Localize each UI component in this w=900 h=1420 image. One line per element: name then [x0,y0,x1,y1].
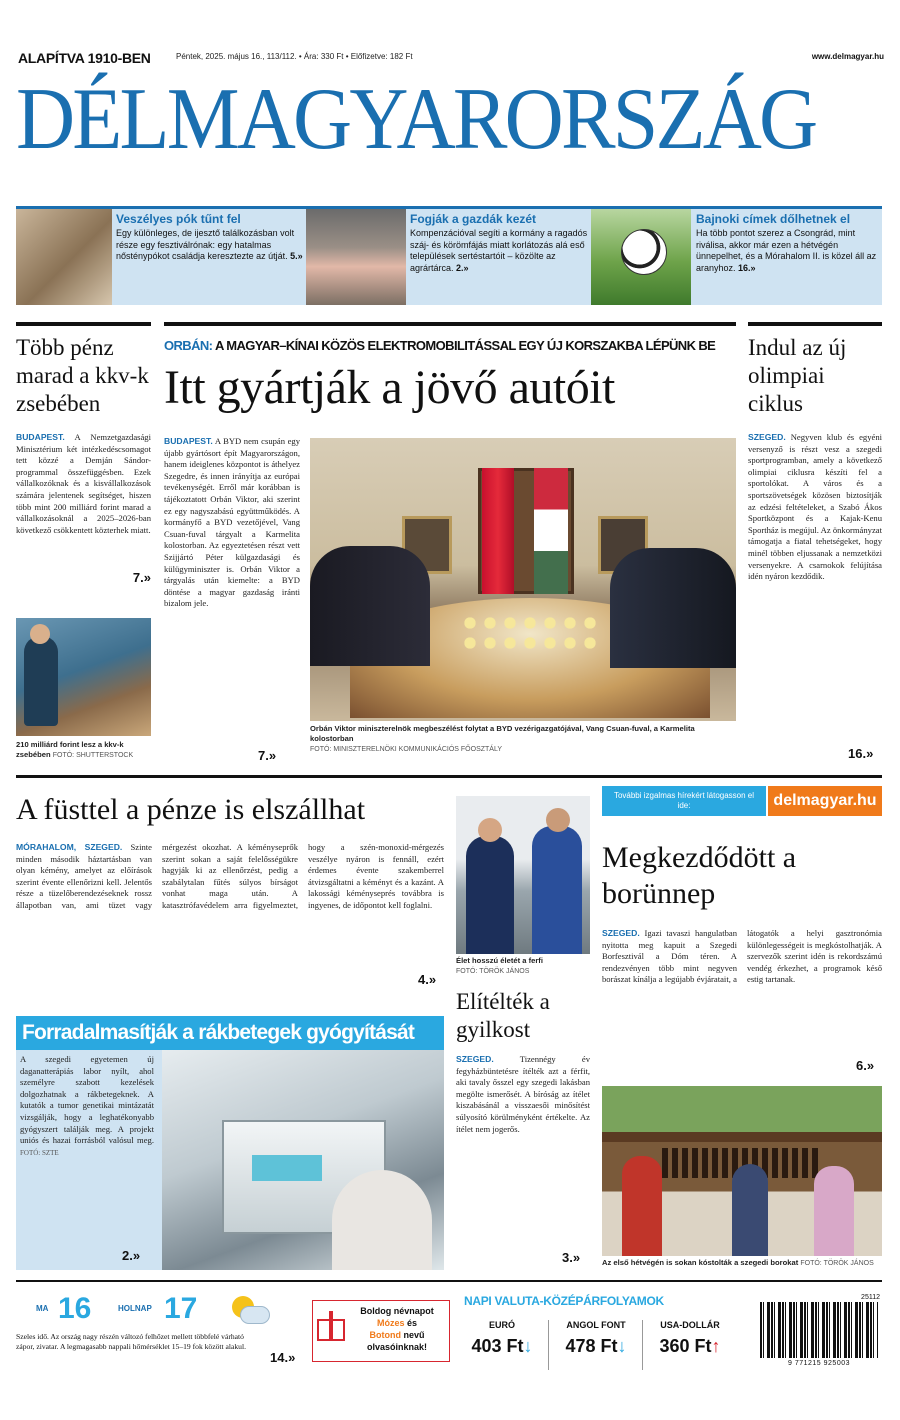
fx-usd [644,1320,736,1370]
wine-story-body [602,928,882,1070]
cancer-story-photo [162,1050,444,1270]
defendant-figure [532,826,582,954]
murder-story-page: 3.» [562,1250,581,1265]
left-story-text: A Nemzetgazdasági Minisztérium két intézkedéscsomagot tett közzé a Demján Sándor-programmal összefüggésben. Ezek vállalkozóknak és a kisvállalkozások számára jelentenek segítséget, hiszen több mint 200 milliárd forint marad a vállalkozásoknál a 2025–2026-ban következő csökkentett közterhek miatt. [16,432,151,535]
worker-head [30,624,50,644]
teaser-photo-football [591,209,691,305]
left-story-headline: Több pénz marad a kkv-k zsebében [16,335,149,416]
wine-story-caption [602,1258,882,1269]
fx-box [456,1292,736,1372]
officer-head [478,818,502,842]
teaser-3-text [696,228,878,274]
main-story-headline[interactable]: Itt gyártják a jövő autóit [164,361,615,414]
left-story-dateline: BUDAPEST. [16,432,65,442]
visitor-1 [622,1156,662,1256]
cancer-story-text: A szegedi egyetemen új daganatterápiás labor nyílt, ahol személyre szabott kezelések dolgozhatnak a rákbetegeknek. A kutatók a tumor genetikai mintázatát vizsgálják, hogy a leghatékonyabb gyógyszert találják meg. A projekt uniós és hazai forrásból valósul meg. [20,1054,154,1146]
fx-eur-value: 403 Ft [471,1336,524,1356]
wine-caption-credit: FOTÓ: TÖRÖK JÁNOS [800,1260,874,1267]
teaser-2-body: Kompenzációval segíti a kormány a ragadós száj- és körömfájás miatt korlátozás alá eső települések sertéstartóit – közölte az agrártárca. [410,228,588,273]
fx-gbp [550,1320,643,1370]
barcode-issue: 25112 [861,1294,880,1301]
right-story-dateline: SZEGED. [748,432,786,442]
wine-story-photo [602,1086,882,1256]
promo-banner[interactable] [602,786,882,816]
fx-eur [456,1320,549,1370]
fx-eur-arrow-icon: ↓ [523,1336,533,1356]
main-story-body [164,436,300,734]
main-story-page: 7.» [258,748,277,763]
left-story-caption-text: 210 milliárd forint lesz a kkv-k zsebében [16,740,124,759]
main-story-caption [310,724,736,755]
delegation-right [610,548,736,668]
cloud-shape [240,1306,270,1324]
main-kicker-label: ORBÁN: [164,338,213,353]
worker-figure [24,636,58,726]
teaser-bar [16,206,882,305]
wine-stall-roof [602,1132,882,1142]
main-story-dateline: BUDAPEST. [164,436,213,446]
fx-gbp-name: ANGOL FONT [566,1320,626,1330]
right-story-body [748,432,882,734]
right-story-text: Negyven klub és egyéni versenyző is részt vesz a szegedi sportprogramban, amely a következő olimpiai ciklusra készíti fel a sportolókat. A város és a sportszövetségek közösen biztosítják az edzési feltételeket, a Szabó Ákos Sportközpont és a Kajak-Kenu Sportház is megújul. Az önkormányzat támogatja a fiatal tehetségeket, hogy minél többen eljussanak a nemzetközi versenyekre. A csarnokok felújítása idén nyáron kezdődik. [748,432,882,582]
right-story[interactable] [748,334,882,734]
smoke-story-dateline: MÓRAHALOM, SZEGED. [16,842,123,852]
teaser-1-title: Veszélyes pók tűnt fel [116,212,241,226]
teaser-3-body: Ha több pontot szerez a Csongrád, mint riválisa, akkor már ezen a hétvégén ünnepelhet, és a Mórahalom II. is közel áll az aranyhoz. [696,228,877,273]
wine-story-headline[interactable]: Megkezdődött a borünnep [602,841,797,910]
issue-info: Péntek, 2025. május 16., 113/112. • Ára: 330 Ft • Előfizetve: 182 Ft [176,52,413,61]
lab-tray [252,1155,322,1181]
barcode [756,1294,882,1374]
main-kicker-text: A MAGYAR–KÍNAI KÖZÖS ELEKTROMOBILITÁSSAL EGY ÚJ KORSZAKBA LÉPÜNK BE [214,338,716,353]
nameday-suffix: nevű olvasóinknak! [366,1330,428,1352]
teaser-1[interactable] [116,212,304,263]
weather-page: 14.» [270,1350,296,1365]
lab-glove [332,1170,432,1270]
teaser-3[interactable] [696,212,878,274]
teaser-1-body: Egy különleges, de ijesztő találkozásban volt része egy fesztiválrónak: egy hatalmas nősténypókot családja keresztezte az útját. [116,228,295,261]
murder-story-dateline: SZEGED. [456,1054,494,1064]
left-story[interactable] [16,334,151,585]
main-story-kicker [164,338,736,353]
fx-gbp-value: 478 Ft [565,1336,618,1356]
nameday-text [349,1305,445,1353]
teaser-1-page: 5.» [290,251,303,261]
main-story-text: A BYD nem csupán egy újabb gyártósort épít Magyarországon, hanem ideiglenes központot is áthelyez Szegedre, és innen irányítja az európai tevékenységét. Erről már korábban is tájékoztatott Orbán Viktor, aki szerint ez egy nagyszabású együttműködés. A kormányfő a BYD vezetőjével, Vang Csuan-fuval tárgyalt a Karmelita kolostorban. Az egyeztetésen részt vett Szijjártó Péter külgazdasági és külügyminiszter is. Orbán Viktor a tárgyalás után kiemelte: a BYD döntése a magyar gazdaság iránti bizalom jele. [164,436,300,609]
teaser-3-page: 16.» [738,262,756,273]
left-column-rule [16,322,151,326]
left-story-body [16,432,151,582]
defendant-head [546,808,570,832]
football-icon [621,229,667,275]
weather-high: 17 [164,1292,198,1325]
fx-gbp-arrow-icon: ↓ [617,1336,627,1356]
wine-story-page: 6.» [856,1058,875,1073]
promo-text: További izgalmas hírekért látogasson el ide: [602,786,766,816]
fx-title: NAPI VALUTA-KÖZÉPÁRFOLYAMOK [464,1294,664,1308]
teaser-photo-spider [16,209,112,305]
delegation-left [310,546,430,666]
cancer-story-credit: FOTÓ: SZTE [20,1148,59,1157]
weather-text: Szeles idő. Az ország nagy részén változó felhőzet mellett többfelé várható zápor, zivatar. A legmagasabb nappali hőmérséklet 15–19 fok között alakul. [16,1332,246,1351]
section-divider [16,775,882,778]
wine-story-dateline: SZEGED. [602,928,640,938]
bottom-divider [16,1280,882,1282]
smoke-story-body [16,842,444,990]
murder-story-headline[interactable]: Elítélték a gyilkost [456,989,550,1042]
nameday-name1: Mózes [376,1318,405,1328]
weather-low: 16 [58,1292,92,1325]
promo-site[interactable]: delmagyar.hu [768,786,882,816]
nameday-name2: Botond [369,1330,401,1340]
wine-story-text: Igazi tavaszi hangulatban nyitotta meg kapuit a Szegedi Borfesztivál a Dóm téren. A rendezvényen több mint negyven borászat kínálja a legújabb évjáratait, a látogatók a helyi gasztronómia különlegességeit is megkóstolhatják. A szervezők szerint idén is rekordszámú vendég érkezhet, a programok késő estig tartanak. [602,928,882,985]
main-caption-credit: FOTÓ: MINISZTERELNÖKI KOMMUNIKÁCIÓS FŐOSZTÁLY [310,746,502,753]
flag-china-icon [482,468,514,594]
barcode-bars-icon [760,1302,878,1358]
murder-story-text: Tizennégy év fegyházbüntetésre ítélték azt a férfit, aki tavaly ősszel egy szegedi lakásban megölte ismerősét. A bíróság az ítélet kiszabásánál a visszaesői minősítést súlyosító körülményként értékelte. Az ítélet nem jogerős. [456,1054,590,1134]
nameday-greeting: Boldog névnapot [360,1306,434,1316]
teaser-1-text [116,228,304,263]
wine-caption-text: Az első hétvégén is sokan kóstolták a szegedi borokat [602,1258,799,1267]
fx-gbp-row [550,1336,642,1357]
website-label[interactable]: www.delmagyar.hu [811,52,884,61]
cancer-story-page: 2.» [122,1248,141,1263]
cancer-story-headline: Forradalmasítják a rákbetegek gyógyítását [22,1021,415,1044]
masthead [18,42,884,192]
teaser-2[interactable] [410,212,590,274]
weather-low-label: MA [36,1304,49,1313]
right-column-rule [748,322,882,326]
fx-usd-name: USA-DOLLÁR [660,1320,720,1330]
visitor-3 [814,1166,854,1256]
teaser-3-title: Bajnoki címek dőlhetnek el [696,212,851,226]
left-story-credit: FOTÓ: SHUTTERSTOCK [52,752,134,759]
barcode-code: 9 771215 925003 [788,1360,850,1367]
cancer-story-body [20,1054,154,1244]
gift-ribbon [329,1311,333,1341]
main-caption-text: Orbán Viktor miniszterelnök megbeszélést folytat a BYD vezérigazgatójával, Vang Csuan-fuval, a Karmelita kolostorban [310,724,695,743]
left-story-photo [16,618,151,736]
nameday-and: és [407,1318,418,1328]
fx-usd-row [644,1336,736,1357]
officer-figure [466,836,514,954]
nameday-box [312,1300,450,1362]
visitor-2 [732,1164,768,1256]
teaser-photo-pig [306,209,406,305]
masthead-title: DÉLMAGYARORSZÁG [16,71,816,168]
flag-hungary-icon [534,468,568,594]
teaser-2-page: 2.» [456,262,469,273]
murder-caption-text: Élet hosszú életét a ferfi [456,956,543,965]
sun-cloud-icon [228,1296,268,1326]
fx-usd-arrow-icon: ↑ [711,1336,721,1356]
murder-photo-caption [456,956,590,977]
murder-caption-credit: FOTÓ: TÖRÖK JÁNOS [456,968,530,975]
fx-eur-row [456,1336,548,1357]
teaser-2-title: Fogják a gazdák kezét [410,212,537,226]
fx-eur-name: EURÓ [488,1320,515,1330]
right-story-page: 16.» [848,746,874,761]
founded-label: ALAPÍTVA 1910-BEN [18,50,151,66]
murder-story-photo [456,796,590,954]
left-story-page: 7.» [132,570,151,585]
left-story-caption [16,740,151,761]
murder-story-body [456,1054,590,1244]
right-story-headline: Indul az új olimpiai ciklus [748,335,847,416]
smoke-story-headline[interactable]: A füsttel a pénze is elszállhat [16,793,366,826]
flower-arrangement [460,613,600,653]
cancer-story-band[interactable] [16,1016,444,1050]
weather-high-label: HOLNAP [118,1304,152,1313]
smoke-story-page: 4.» [418,972,437,987]
nameday-line3 [349,1329,445,1353]
weather-box[interactable] [16,1290,298,1370]
main-story-photo [310,438,736,721]
nameday-line2 [349,1317,445,1329]
main-column-rule [164,322,736,326]
teaser-2-text [410,228,590,274]
smoke-story-text: Szinte minden második háztartásban van olyan kémény, amelyet az előírások szerint évente ellenőrizni kell. Jelentős része a tüzelőberendezéseknek rossz állapotban van, ami tüzet vagy mérgezést okozhat. A kéményseprők szerint sokan a saját felelősségükre hagyják ki az ellenőrzést, pedig a szabálytalan fűtés súlyos bírságot vonhat maga után. A katasztrófavédelem arra figyelmeztet, hogy a szén-monoxid-mérgezés veszélye nyáron is fennáll, ezért érdemes évente szakemberrel átvizsgáltatni a kéményt és a kazánt. A lakossági kéményseprés továbbra is ingyenes, de időpontot kell foglalni. [16,842,444,910]
fx-usd-value: 360 Ft [659,1336,712,1356]
gift-icon [317,1311,345,1341]
